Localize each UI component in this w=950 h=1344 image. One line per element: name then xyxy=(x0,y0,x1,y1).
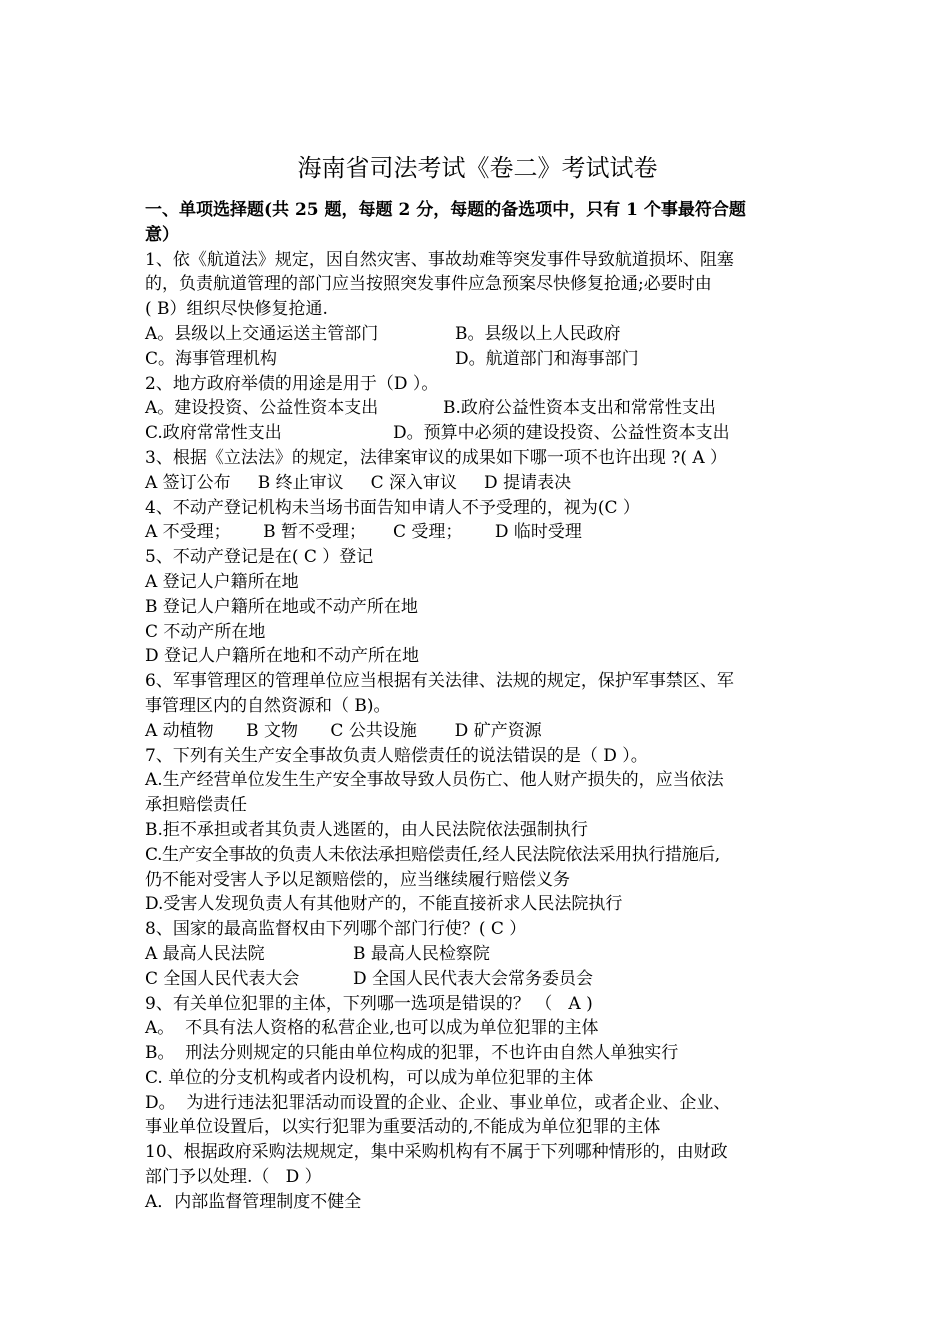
question-8-options-cd xyxy=(145,967,810,992)
question-6-options: A 动植物 B 文物 C 公共设施 D 矿产资源 xyxy=(145,720,542,741)
question-2-options-cd xyxy=(145,421,810,446)
option-c: C。海事管理机构 xyxy=(145,348,278,369)
option-d: D。预算中必须的建设投资、公益性资本支出 xyxy=(393,423,730,444)
option-a: A．内部监督管理制度不健全 xyxy=(145,1191,362,1212)
option-c: C 不动产所在地 xyxy=(145,621,266,642)
option-a: A。建设投资、公益性资本支出 xyxy=(145,398,379,419)
option-c: C. 单位的分支机构或者内设机构，可以成为单位犯罪的主体 xyxy=(145,1067,594,1088)
section-heading: 一、单项选择题(共 25 题，每题 2 分，每题的备选项中，只有 1 个事最符合题 xyxy=(145,200,746,220)
option-a: A 登记人户籍所在地 xyxy=(145,571,299,592)
question-7-stem: 7、下列有关生产安全事故负责人赔偿责任的说法错误的是（ D ）。 xyxy=(145,745,648,766)
option-d: D 全国人民代表大会常务委员会 xyxy=(353,968,594,989)
question-1-options-ab xyxy=(145,322,810,347)
question-9-stem: 9、有关单位犯罪的主体，下列哪一选项是错误的？ （ A ) xyxy=(145,993,593,1014)
question-3-stem: 3、根据《立法法》的规定，法律案审议的成果如下哪一项不也许出现 ?( A ） xyxy=(145,447,728,468)
question-4-stem: 4、不动产登记机构未当场书面告知申请人不予受理的，视为(C ） xyxy=(145,497,640,518)
question-1-stem-cont: 的，负责航道管理的部门应当按照突发事件应急预案尽快修复抢通;必要时由 xyxy=(145,274,712,295)
question-5-stem: 5、不动产登记是在( C ）登记 xyxy=(145,547,374,568)
option-c: C 全国人民代表大会 xyxy=(145,968,300,989)
question-1-options-cd xyxy=(145,347,810,372)
question-8-stem: 8、国家的最高监督权由下列哪个部门行使？( C ） xyxy=(145,919,527,940)
page-title: 海南省司法考试《卷二》考试试卷 xyxy=(297,154,658,182)
option-b: B.政府公益性资本支出和常常性支出 xyxy=(443,398,716,419)
option-b: B 最高人民检察院 xyxy=(353,943,490,964)
question-4-options: A 不受理； B 暂不受理； C 受理； D 临时受理 xyxy=(145,522,582,543)
option-d: D。航道部门和海事部门 xyxy=(455,348,639,369)
option-c: C.政府常常性支出 xyxy=(145,423,282,444)
question-10-stem: 10、根据政府采购法规规定，集中采购机构有不属于下列哪种情形的，由财政 xyxy=(145,1142,728,1163)
question-8-options-ab xyxy=(145,942,810,967)
option-a-cont: 承担赔偿责任 xyxy=(145,795,247,816)
document-body xyxy=(145,198,810,1215)
option-b: B 登记人户籍所在地或不动产所在地 xyxy=(145,596,418,617)
question-2-options-ab xyxy=(145,396,810,421)
question-10-stem-cont: 部门予以处理.（ D ） xyxy=(145,1167,322,1188)
option-b: B。县级以上人民政府 xyxy=(455,323,621,344)
option-d: D。 为进行违法犯罪活动而设置的企业、企业、事业单位，或者企业、企业、 xyxy=(145,1092,731,1113)
option-d: D 登记人户籍所在地和不动产所在地 xyxy=(145,646,420,667)
question-1-stem-cont: ( B）组织尽快修复抢通. xyxy=(145,299,328,320)
option-a: A。 不具有法人资格的私营企业,也可以成为单位犯罪的主体 xyxy=(145,1018,599,1039)
option-c: C.生产安全事故的负责人未依法承担赔偿责任,经人民法院依法采用执行措施后, xyxy=(145,844,720,865)
section-heading-cont: 意） xyxy=(145,224,179,245)
option-a: A。县级以上交通运送主管部门 xyxy=(145,323,379,344)
option-a: A 最高人民法院 xyxy=(145,943,265,964)
option-b: B.拒不承担或者其负责人逃匿的，由人民法院依法强制执行 xyxy=(145,819,588,840)
question-6-stem-cont: 事管理区内的自然资源和（ B)。 xyxy=(145,695,391,716)
option-d: D.受害人发现负责人有其他财产的，不能直接祈求人民法院执行 xyxy=(145,894,623,915)
option-d-cont: 事业单位设置后，以实行犯罪为重要活动的,不能成为单位犯罪的主体 xyxy=(145,1117,661,1138)
question-6-stem: 6、军事管理区的管理单位应当根据有关法律、法规的规定，保护军事禁区、军 xyxy=(145,671,734,692)
question-3-options: A 签订公布 B 终止审议 C 深入审议 D 提请表决 xyxy=(145,472,572,493)
option-b: B。 刑法分则规定的只能由单位构成的犯罪，不也许由自然人单独实行 xyxy=(145,1043,679,1064)
option-a: A.生产经营单位发生生产安全事故导致人员伤亡、他人财产损失的，应当依法 xyxy=(145,770,724,791)
question-1-stem: 1、依《航道法》规定，因自然灾害、事故劫难等突发事件导致航道损坏、阻塞 xyxy=(145,249,734,270)
question-2-stem: 2、地方政府举债的用途是用于（D ）。 xyxy=(145,373,439,394)
option-c-cont: 仍不能对受害人予以足额赔偿的，应当继续履行赔偿义务 xyxy=(145,869,570,890)
